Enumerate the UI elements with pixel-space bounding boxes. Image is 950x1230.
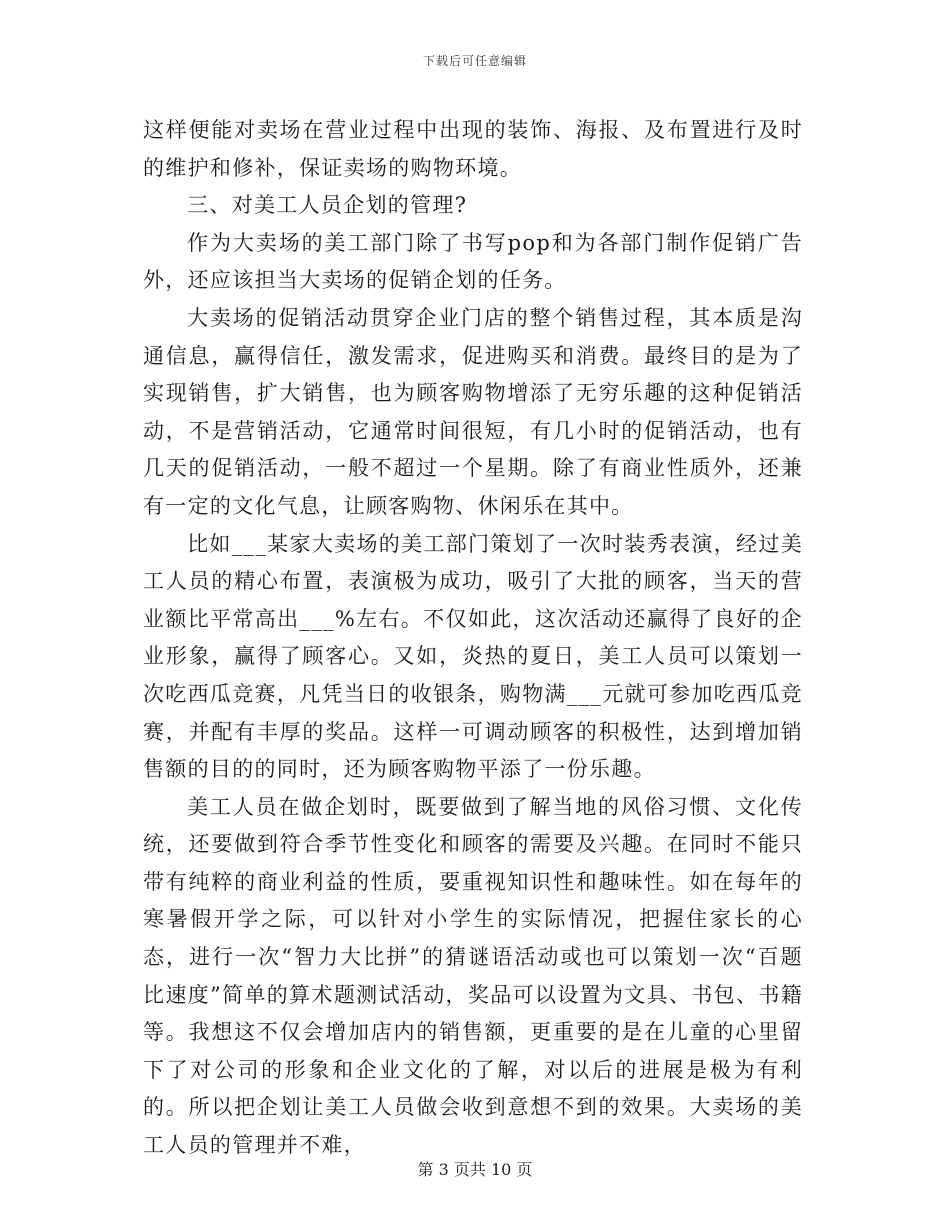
paragraph: 比如___某家大卖场的美工部门策划了一次时装秀表演，经过美工人员的精心布置，表演极为成功，吸引了大批的顾客，当天的营业额比平常高出___%左右。不仅如此，这次活动还赢得了良好的企业形象，赢得了顾客心。又如，炎热的夏日，美工人员可以策划一次吃西瓜竞赛，凡凭当日的收银条，购物满___元就可参加吃西瓜竞赛，并配有丰厚的奖品。这样一可调动顾客的积极性，达到增加销售额的目的的同时，还为顾客购物平添了一份乐趣。 [143,531,803,782]
document-body [143,112,803,1165]
paragraph: 大卖场的促销活动贯穿企业门店的整个销售过程，其本质是沟通信息，赢得信任，激发需求，促进购买和消费。最终目的是为了实现销售，扩大销售，也为顾客购物增添了无穷乐趣的这种促销活动，不是营销活动，它通常时间很短，有几小时的促销活动，也有几天的促销活动，一般不超过一个星期。除了有商业性质外，还兼有一定的文化气息，让顾客购物、休闲乐在其中。 [143,305,803,518]
paragraph: 美工人员在做企划时，既要做到了解当地的风俗习惯、文化传统，还要做到符合季节性变化和顾客的需要及兴趣。在同时不能只带有纯粹的商业利益的性质，要重视知识性和趣味性。如在每年的寒暑假开学之际，可以针对小学生的实际情况，把握住家长的心态，进行一次“智力大比拼”的猜谜语活动或也可以策划一次“百题比速度”简单的算术题测试活动，奖品可以设置为文具、书包、书籍等。我想这不仅会增加店内的销售额，更重要的是在儿童的心里留下了对公司的形象和企业文化的了解，对以后的进展是极为有利的。所以把企划让美工人员做会收到意想不到的效果。大卖场的美工人员的管理并不难， [143,794,803,1158]
page-number-footer: 第 3 页共 10 页 [417,1160,533,1179]
paragraph: 作为大卖场的美工部门除了书写pop和为各部门制作促销广告外，还应该担当大卖场的促销企划的任务。 [143,230,803,293]
page-header: 下载后可任意编辑 [422,54,527,68]
section-heading: 三、对美工人员企划的管理? [187,193,468,218]
paragraph: 这样便能对卖场在营业过程中出现的装饰、海报、及布置进行及时的维护和修补，保证卖场的购物环境。 [143,118,803,180]
